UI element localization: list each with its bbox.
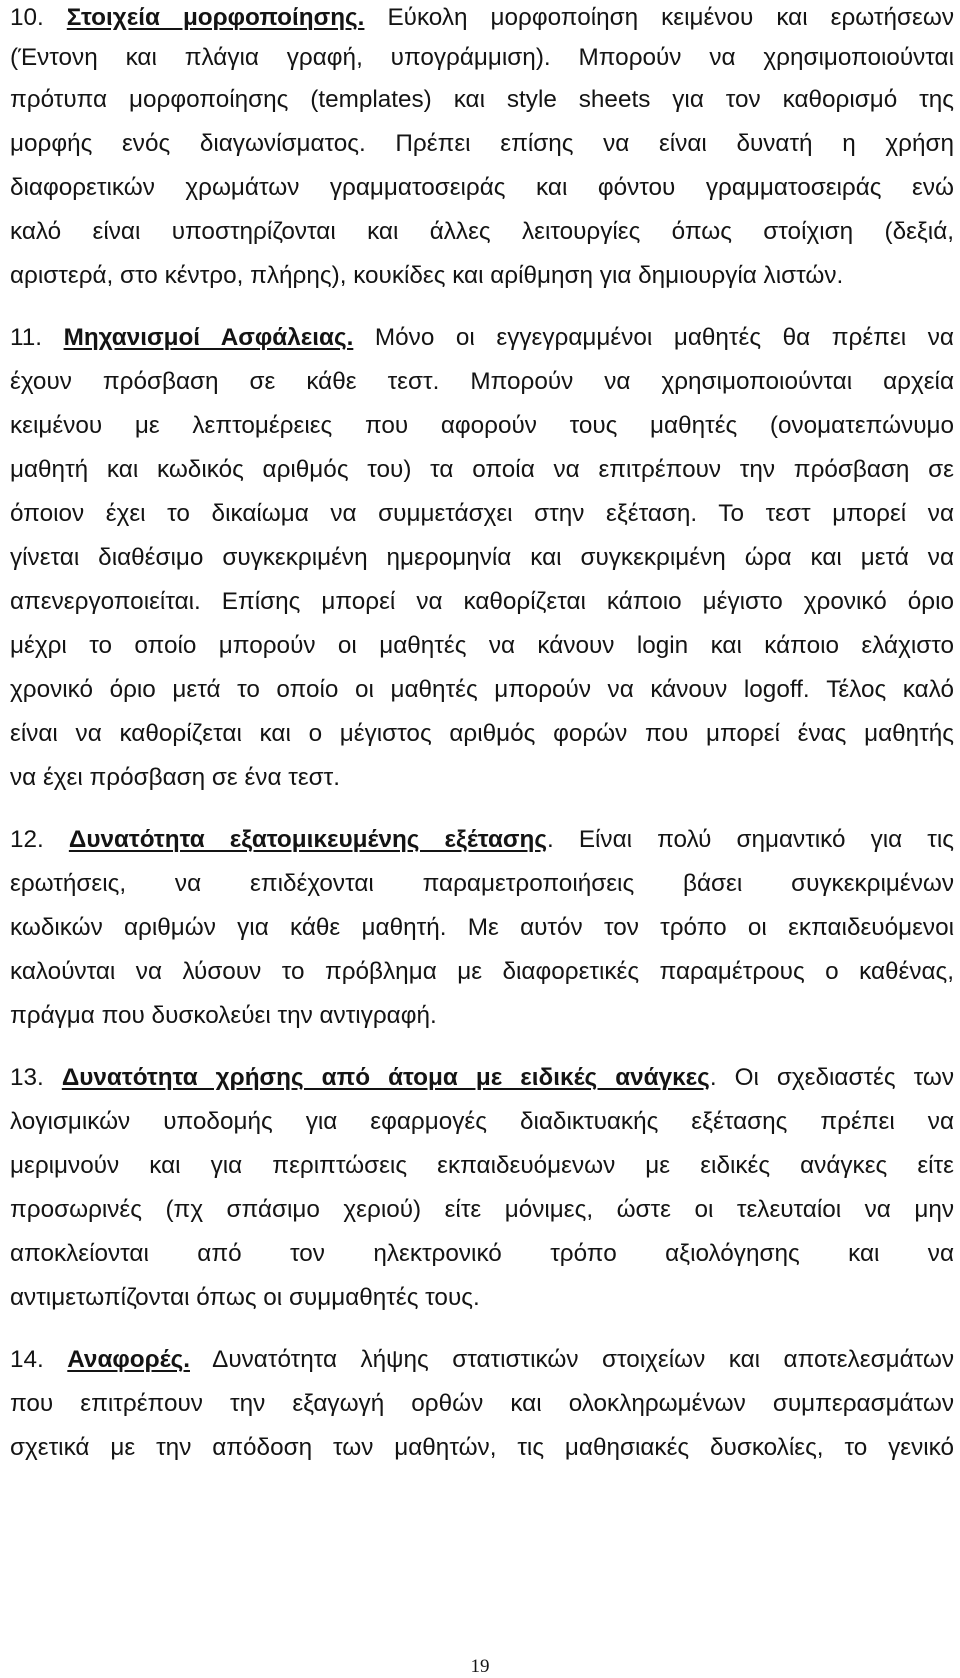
section-10-line [10, 0, 954, 38]
section-11-line: όποιον έχει το δικαίωμα να συμμετάσχει στην εξέταση. Το τεστ μπορεί να [10, 500, 954, 527]
section-14-line-text: Δυνατότητα λήψης στατιστικών στοιχείων και αποτελεσμάτων [189, 1346, 954, 1373]
section-14-heading: Αναφορές. [67, 1346, 190, 1373]
section-11-line: μαθητή και κωδικός αριθμός του) τα οποία να επιτρέπουν την πρόσβαση σε [10, 456, 954, 483]
section-13-line: λογισμικών υποδομής για εφαρμογές διαδικτυακής εξέτασης πρέπει να [10, 1108, 954, 1135]
section-11-number: 11. [10, 324, 42, 351]
section-12-line: κωδικών αριθμών για κάθε μαθητή. Με αυτόν τον τρόπο οι εκπαιδευόμενοι [10, 914, 954, 941]
section-14-line [10, 1340, 954, 1380]
section-13-heading: Δυνατότητα χρήσης από άτομα με ειδικές ανάγκες [61, 1064, 710, 1091]
section-14-line: που επιτρέπουν την εξαγωγή ορθών και ολοκληρωμένων συμπερασμάτων [10, 1390, 954, 1417]
section-11-line: κειμένου με λεπτομέρειες που αφορούν τους μαθητές (ονοματεπώνυμο [10, 412, 954, 439]
section-13-line: μεριμνούν και για περιπτώσεις εκπαιδευόμενων με ειδικές ανάγκες είτε [10, 1152, 954, 1179]
section-13-line: αντιμετωπίζονται όπως οι συμμαθητές τους. [10, 1284, 480, 1311]
section-12-number: 12. [10, 826, 44, 853]
page-number: 19 [470, 1656, 490, 1677]
section-13-line: προσωρινές (πχ σπάσιμο χεριού) είτε μόνιμες, ώστε οι τελευταίοι να μην [10, 1196, 954, 1223]
section-11-line: έχουν πρόσβαση σε κάθε τεστ. Μπορούν να χρησιμοποιούνται αρχεία [10, 368, 954, 395]
section-10-line: αριστερά, στο κέντρο, πλήρης), κουκίδες και αρίθμηση για δημιουργία λιστών. [10, 262, 844, 289]
section-11-line-text: Μόνο οι εγγεγραμμένοι μαθητές θα πρέπει να [374, 324, 954, 351]
section-11-line: απενεργοποιείται. Επίσης μπορεί να καθορίζεται κάποιο μέγιστο χρονικό όριο [10, 588, 954, 615]
section-10-number: 10. [10, 4, 44, 31]
section-13-number: 13. [10, 1064, 44, 1091]
section-12-line: ερωτήσεις, να επιδέχονται παραμετροποιήσεις βάσει συγκεκριμένων [10, 870, 954, 897]
section-13-line: αποκλείονται από τον ηλεκτρονικό τρόπο αξιολόγησης και να [10, 1240, 954, 1267]
section-11-line [10, 318, 954, 358]
section-11-heading: Μηχανισμοί Ασφάλειας. [63, 324, 354, 351]
section-10-heading: Στοιχεία μορφοποίησης. [66, 4, 365, 31]
section-10-line: (Έντονη και πλάγια γραφή, υπογράμμιση). Μπορούν να χρησιμοποιούνται [10, 44, 954, 71]
section-13-line [10, 1058, 954, 1098]
section-10-line: διαφορετικών χρωμάτων γραμματοσειράς και φόντου γραμματοσειράς ενώ [10, 174, 954, 201]
section-10-line: πρότυπα μορφοποίησης (templates) και style sheets για τον καθορισμό της [10, 86, 954, 113]
section-10-line: μορφής ενός διαγωνίσματος. Πρέπει επίσης να είναι δυνατή η χρήση [10, 130, 954, 157]
section-13-line-text: . Οι σχεδιαστές των [709, 1064, 954, 1091]
section-12-line-text: . Είναι πολύ σημαντικό για τις [547, 826, 954, 853]
section-11-line: χρονικό όριο μετά το οποίο οι μαθητές μπορούν να κάνουν logoff. Τέλος καλό [10, 676, 954, 703]
section-12-line [10, 820, 954, 860]
section-14-line: σχετικά με την απόδοση των μαθητών, τις μαθησιακές δυσκολίες, το γενικό [10, 1434, 954, 1461]
section-11-line: γίνεται διαθέσιμο συγκεκριμένη ημερομηνία και συγκεκριμένη ώρα και μετά να [10, 544, 954, 571]
section-12-line: καλούνται να λύσουν το πρόβλημα με διαφορετικές παραμέτρους ο καθένας, [10, 958, 954, 985]
section-11-line: να έχει πρόσβαση σε ένα τεστ. [10, 764, 341, 791]
section-11-line: είναι να καθορίζεται και ο μέγιστος αριθμός φορών που μπορεί ένας μαθητής [10, 720, 954, 747]
section-11-line: μέχρι το οποίο μπορούν οι μαθητές να κάνουν login και κάποιο ελάχιστο [10, 632, 954, 659]
section-14-number: 14. [10, 1346, 44, 1373]
section-12-heading: Δυνατότητα εξατομικευμένης εξέτασης [68, 826, 548, 853]
section-12-line: πράγμα που δυσκολεύει την αντιγραφή. [10, 1002, 437, 1029]
section-10-line-text: Εύκολη μορφοποίηση κειμένου και ερωτήσεων [387, 4, 954, 31]
section-10-line: καλό είναι υποστηρίζονται και άλλες λειτουργίες όπως στοίχιση (δεξιά, [10, 218, 954, 245]
